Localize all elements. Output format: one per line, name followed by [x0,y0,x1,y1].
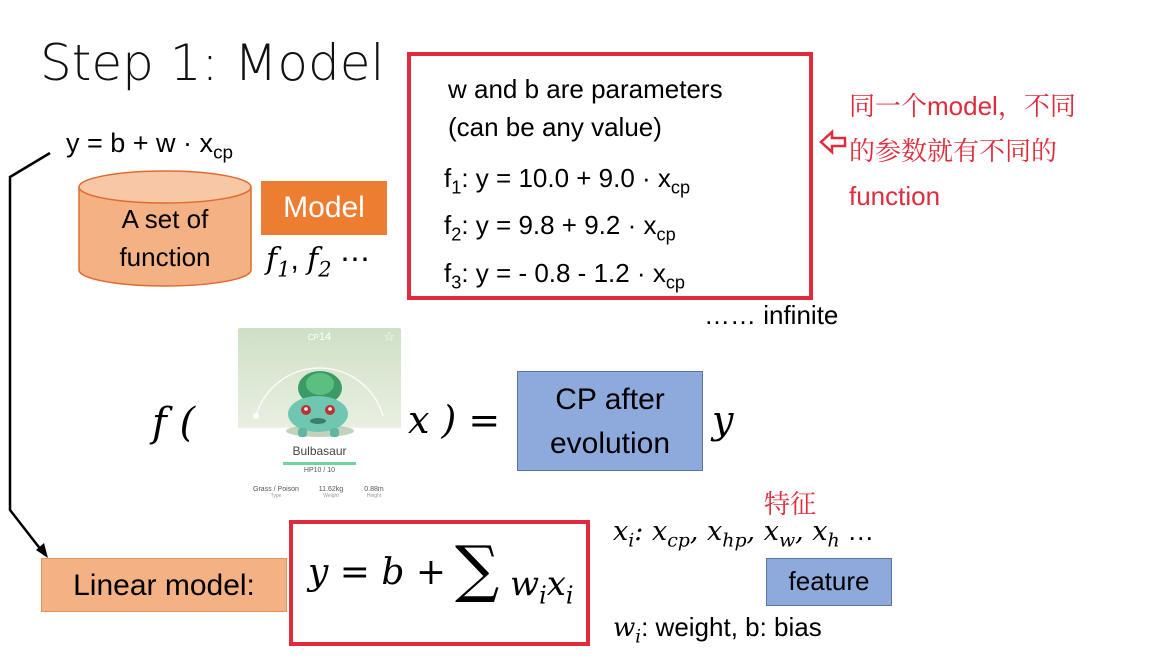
bracket-arrow [0,145,70,565]
annotation-note: 同一个model，不同 的参数就有不同的 function [849,91,1076,211]
sigma-symbol: ∑ [455,532,500,605]
linear-formula-lhs: y = b + [308,552,447,593]
output-cp-box: CP after evolution [517,371,703,471]
pokemon-sprite [238,328,401,448]
function-list: $f_1$, $f_2$ ⋯ [266,242,370,282]
function-f1: $f_1$: $y = 10.0 + 9.0 \cdot x_{cp}$ [444,163,691,198]
parameters-line-2: (can be any value) [448,112,662,142]
function-open: f ( [152,400,196,446]
left-arrow-icon [819,128,847,156]
pokemon-type: Grass / Poison Type [253,486,299,499]
feature-badge: feature [766,558,892,606]
input-x-equals: x ) = [408,398,501,442]
parameters-line-1: w and b are parameters [448,74,723,104]
pokemon-hp-bar [283,462,356,465]
pokemon-hp: HP10 / 10 [303,467,336,474]
function-f3: $f_3$: y = - $0.8 - 1.2 \cdot x_{cp}$ [444,258,686,293]
pokemon-weight: 11.62kg Weight [318,486,344,499]
infinite-label: …… infinite [704,300,839,330]
weights-bias-line: $w_i$: weight, b: bias [613,612,822,648]
feature-chinese-label: 特征 [764,489,817,519]
model-badge: Model [261,181,387,235]
model-equation: $y = b + w \cdot x_{cp}$ [66,128,234,164]
features-list: $x_i$: $x_{cp}$, $x_{hp}$, $x_w$, $x_h$ … [613,516,875,552]
pokemon-card-image [238,328,401,508]
cylinder-label: A set of function [119,204,211,272]
page-title: Step 1: Model [40,34,385,92]
function-f2: $f_2$: $y = 9.8 + 9.2 \cdot x_{cp}$ [444,210,676,245]
output-y: y [712,398,734,442]
pokemon-height: 0.88m Height [364,486,384,499]
star-icon: ☆ [383,329,395,344]
linear-formula-terms: $w_ix_i$ [510,564,574,610]
pokemon-name: Bulbasaur [292,444,347,458]
pokemon-cp: CP14 [307,331,332,343]
linear-model-label: Linear model: [41,558,287,612]
